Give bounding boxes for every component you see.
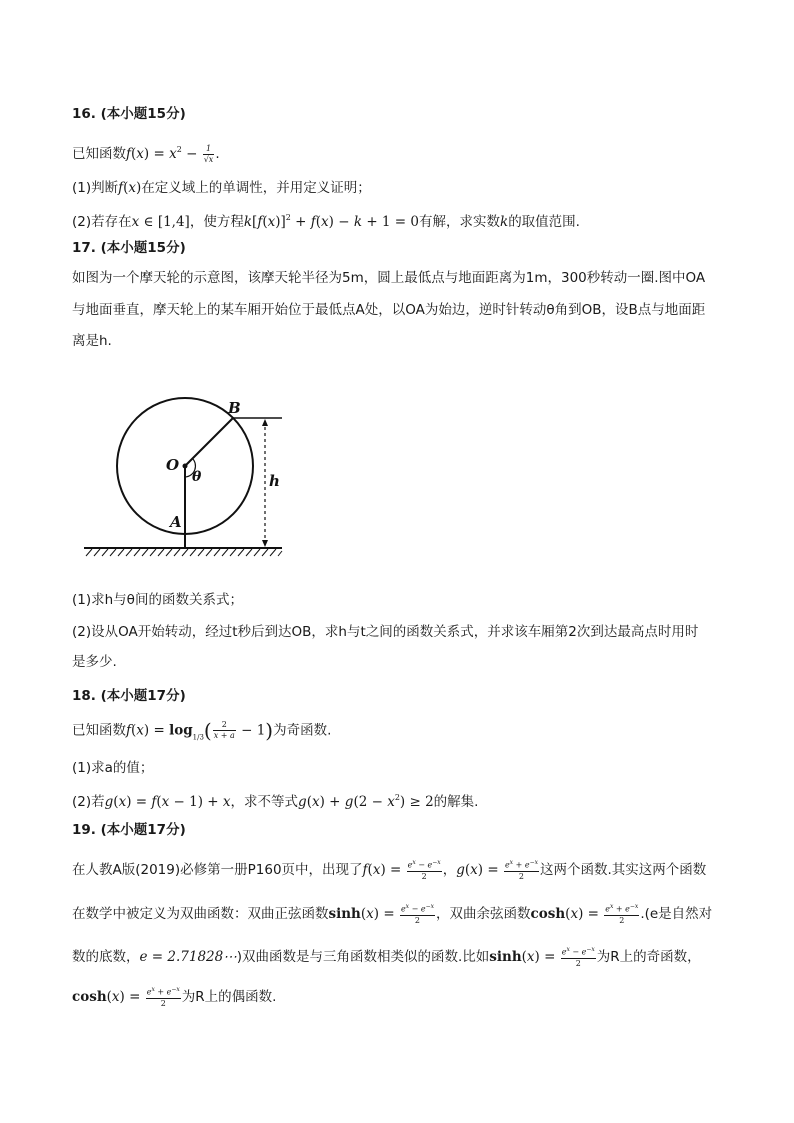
q16-fraction: $\frac{1}{√x}$ [203,143,214,164]
q17-header: 17. (本小题15分) [72,240,186,256]
q17-line1: 如图为一个摩天轮的示意图，该摩天轮半径为5m，圆上最低点与地面距离为1m，300秒转动一圈.图中OA [72,270,706,286]
q19-header: 19. (本小题17分) [72,822,186,838]
arrow-up-icon [262,419,268,426]
q18-part2: (2)若g(x) = f(x − 1) + x，求不等式$g(x) + g(2 - x^2) \ge 2$的解集. [72,793,479,810]
q17-part2-line1: (2)设从OA开始转动，经过t秒后到达OB，求h与t之间的函数关系式，并求该车厢第2次到达最高点时用时 [72,624,699,640]
q18-header: 18. (本小题17分) [72,688,186,704]
q19-line3: 数的底数，e = 2.71828⋯)双曲函数是与三角函数相类似的函数.比如sinh(x) = $\frac{e^x - e^{-x}}{2}$ 为R上的奇函数， [72,946,701,968]
q16-part1: (1)判断f(x)在定义域上的单调性，并用定义证明； [72,180,371,196]
ferris-wheel-diagram [78,395,288,560]
label-a: A [170,513,182,531]
q17-line2: 与地面垂直，摩天轮上的某车厢开始位于最低点A处，以OA为始边，逆时针转动θ角到OB，设B点与地面距 [72,302,706,318]
q19-line2: 在数学中被定义为双曲函数：双曲正弦函数sinh(x) = $\frac{e^x - e^{-x}}{2}$ ，双曲余弦函数cosh(x) = $\frac{e^x + e^{-x}}{2}$ .(e是自然对 [72,903,713,925]
label-b: B [228,399,241,417]
center-point [183,464,188,469]
q17-line3: 离是h. [72,333,112,349]
q16-header: 16. (本小题15分) [72,106,186,122]
label-o: O [166,456,180,474]
q16-statement: 已知函数$f(x) = x^2$ − $\frac{1}{√x}$ . [72,143,220,164]
q16-part2: (2)若存在x ∈ [1,4]，使方程$k[f(x)]^2 + f(x) - k + 1 = 0$有解，求实数k的取值范围. [72,213,580,230]
q19-line1: 在人教A版(2019)必修第一册P160页中，出现了f(x) = $\frac{e^x - e^{-x}}{2}$ ，g(x) = $\frac{e^x + e^{-x}}{2}$ 这两个函数.其实这两个函数 [72,859,707,881]
q19-line4: cosh(x) = $\frac{e^x + e^{-x}}{2}$ 为R上的偶函数. [72,986,277,1008]
q17-part2-line2: 是多少. [72,654,117,670]
q17-part1: (1)求h与θ间的函数关系式； [72,592,243,608]
q18-statement: 已知函数$f(x) = \log_{1/3}$( $\frac{2}{x + a}$ − 1)为奇函数. [72,718,332,743]
label-h: h [269,472,280,490]
label-theta: θ [192,469,202,485]
q18-part1: (1)求a的值； [72,760,154,776]
ground-hatch [86,549,282,556]
arrow-down-icon [262,540,268,547]
